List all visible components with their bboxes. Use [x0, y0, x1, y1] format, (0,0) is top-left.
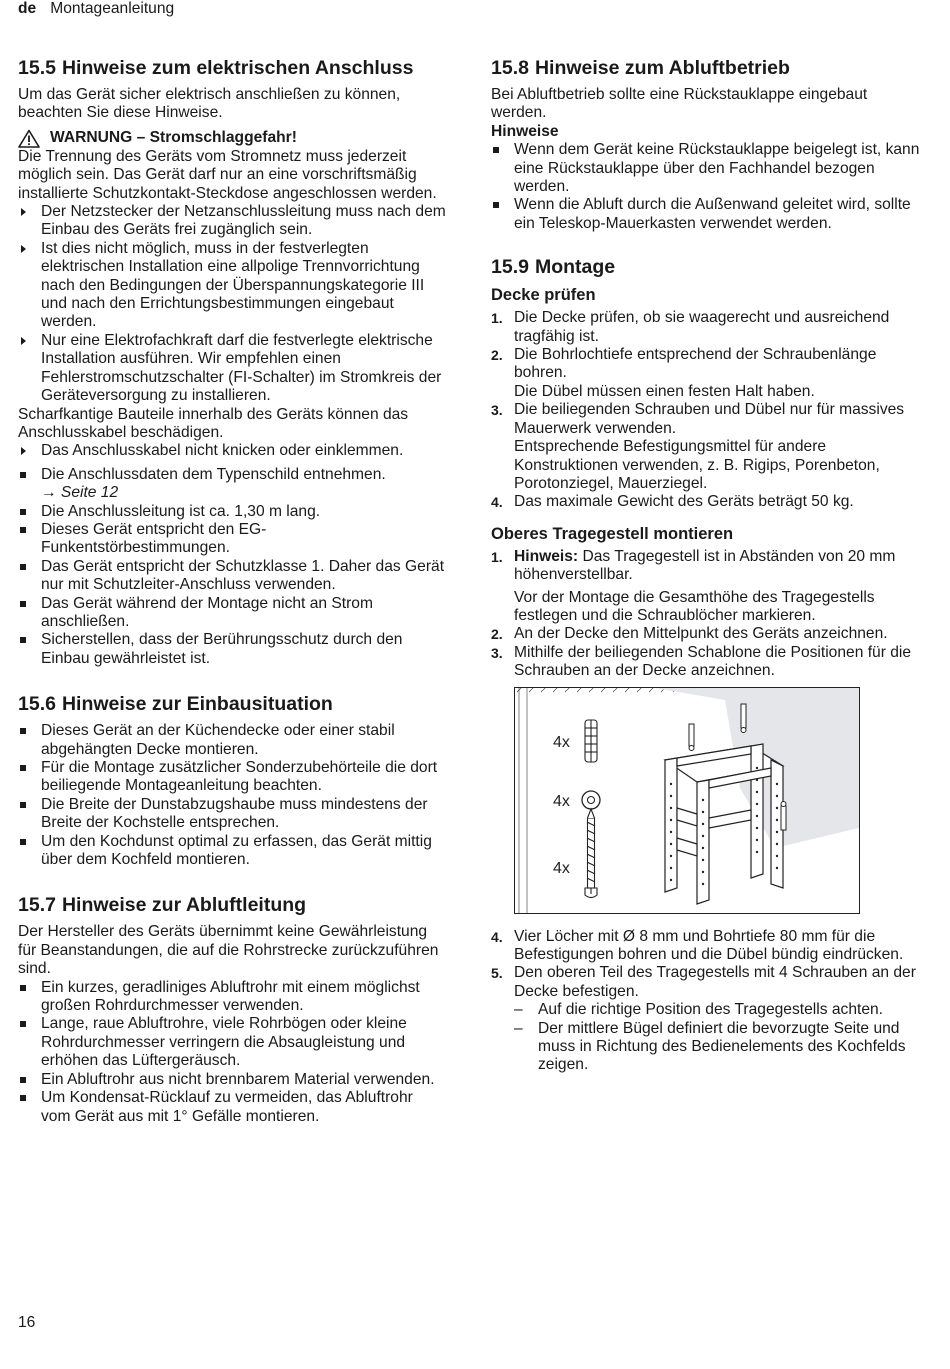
section-15-7-intro: Der Hersteller des Geräts übernimmt keine Gewährleistung für Beanstandungen, die auf die Rohrstrecke zurückzuführen sind.: [18, 923, 439, 978]
subheading-decke-pruefen: Decke prüfen: [491, 286, 596, 305]
bullet-item: Lange, raue Abluftrohre, viele Rohrbögen oder kleine Rohrdurchmesser verringern die Absaugleistung und erhöhen das Lüftergeräusch.: [18, 1015, 446, 1070]
numbered-step: 1. Die Decke prüfen, ob sie waagerecht und ausreichend tragfähig ist.: [491, 309, 890, 345]
language-code: de: [18, 0, 37, 17]
sharp-edges-text: Scharfkantige Bauteile innerhalb des Geräts können das Anschlusskabel beschädigen.: [18, 405, 409, 441]
bullet-item: Das Gerät während der Montage nicht an Strom anschließen.: [18, 595, 446, 632]
instruction-step: Der Netzstecker der Netzanschlussleitung muss nach dem Einbau des Geräts frei zugänglich sein.: [18, 203, 446, 240]
document-title: Montageanleitung: [50, 0, 175, 17]
numbered-step: 4. Vier Löcher mit Ø 8 mm und Bohrtiefe 80 mm für die Befestigungen bohren und die Dübel bündig eindrücken.: [491, 927, 904, 963]
section-15-7-heading: 15.7 Hinweise zur Abluftleitung: [18, 894, 307, 917]
mounting-frame-diagram: [515, 688, 859, 913]
notes-label: Hinweise: [491, 122, 559, 140]
section-15-5-heading: 15.5 Hinweise zum elektrischen Anschluss: [18, 57, 414, 79]
bullet-item: Wenn die Abluft durch die Außenwand geleitet wird, sollte ein Teleskop-Mauerkasten verwendet werden.: [491, 196, 921, 233]
washer-icon: [582, 791, 600, 809]
step-note: Vor der Montage die Gesamthöhe des Tragegestells festlegen und die Schraublöcher markieren.: [514, 588, 875, 624]
numbered-step: 2. An der Decke den Mittelpunkt des Geräts anzeichnen.: [491, 625, 888, 643]
section-15-9-heading: 15.9 Montage: [491, 256, 616, 279]
instruction-step: Ist dies nicht möglich, muss in der festverlegten elektrischen Installation eine allpolige Trennvorrichtung nach den Bedingungen der Überspannungskategorie III und nach den Errichtungsbestimmungen eingebaut werden.: [18, 240, 446, 332]
bullet-item: Die Breite der Dunstabzugshaube muss mindestens der Breite der Kochstelle entsprechen.: [18, 796, 446, 833]
section-15-8-intro: Bei Abluftbetrieb sollte eine Rückstauklappe eingebaut werden.: [491, 86, 868, 122]
numbered-step: 2. Die Bohrlochtiefe entsprechend der Schraubenlänge bohren. Die Dübel müssen einen festen Halt haben.: [491, 346, 877, 400]
bullet-item: Das Gerät entspricht der Schutzklasse 1. Daher das Gerät nur mit Schutzleiter-Anschluss verwenden.: [18, 558, 446, 595]
numbered-step: 1. Hinweis: Das Tragegestell ist in Abständen von 20 mm höhenverstellbar.: [491, 547, 896, 584]
bullet-item: Für die Montage zusätzlicher Sonderzubehörteile die dort beiliegende Montageanleitung beachten.: [18, 759, 446, 796]
bullet-item: Um Kondensat-Rücklauf zu vermeiden, das Abluftrohr vom Gerät aus mit 1° Gefälle montieren.: [18, 1089, 446, 1126]
instruction-step: Das Anschlusskabel nicht knicken oder einklemmen.: [18, 442, 446, 460]
numbered-step: 3. Die beiliegenden Schrauben und Dübel nur für massives Mauerwerk verwenden. Entsprechende Befestigungsmittel für andere Konstruktionen verwenden, z. B. Rigips, Porenbeton, Porotonziegel, Mauerziegel.: [491, 401, 905, 492]
page-number: 16: [18, 1314, 36, 1331]
quantity-label: 4x: [553, 792, 570, 810]
warning-triangle-icon: [18, 129, 40, 148]
bullet-item: Sicherstellen, dass der Berührungsschutz durch den Einbau gewährleistet ist.: [18, 631, 446, 668]
quantity-label: 4x: [553, 733, 570, 751]
dowel-icon: [585, 720, 597, 762]
section-15-8-heading: 15.8 Hinweise zum Abluftbetrieb: [491, 57, 790, 79]
dash-item: – Der mittlere Bügel definiert die bevorzugte Seite und muss in Richtung des Bedienelements des Kochfelds zeigen.: [514, 1019, 906, 1074]
numbered-step: 5. Den oberen Teil des Tragegestells mit 4 Schrauben an der Decke befestigen.: [491, 964, 916, 1000]
instruction-step: Nur eine Elektrofachkraft darf die festverlegte elektrische Installation ausführen. Wir empfehlen einen Fehlerstromschutzschalter (FI-Schalter) im Stromkreis der Geräteversorgung zu installieren.: [18, 332, 446, 406]
page-reference-link[interactable]: → Seite 12: [41, 484, 119, 502]
warning-text: Die Trennung des Geräts vom Stromnetz muss jederzeit möglich sein. Das Gerät darf nur an eine vorschriftsmäßig installierte Schutzkontakt-Steckdose angeschlossen werden.: [18, 147, 437, 202]
bullet-item: Dieses Gerät entspricht den EG-Funkentstörbestimmungen.: [18, 521, 446, 558]
bullet-item: Ein Abluftrohr aus nicht brennbarem Material verwenden.: [18, 1071, 446, 1089]
bullet-item: Dieses Gerät an der Küchendecke oder einer stabil abgehängten Decke montieren.: [18, 722, 446, 759]
bullet-item: Die Anschlussleitung ist ca. 1,30 m lang.: [18, 503, 446, 521]
bullet-item: Ein kurzes, geradliniges Abluftrohr mit einem möglichst großen Rohrdurchmesser verwenden.: [18, 979, 446, 1016]
page-header: [18, 0, 174, 18]
right-column: [491, 56, 921, 1075]
left-column: [18, 56, 446, 1126]
bullet-item: Die Anschlussdaten dem Typenschild entnehmen. → Seite 12: [18, 466, 446, 503]
bullet-item: Wenn dem Gerät keine Rückstauklappe beigelegt ist, kann eine Rückstauklappe über den Fachhandel bezogen werden.: [491, 141, 921, 196]
section-15-6-heading: 15.6 Hinweise zur Einbausituation: [18, 693, 333, 716]
bullet-item: Um den Kochdunst optimal zu erfassen, das Gerät mittig über dem Kochfeld montieren.: [18, 833, 446, 870]
screw-icon: [585, 809, 597, 898]
subheading-oberes-tragegestell: Oberes Tragegestell montieren: [491, 524, 734, 543]
mounting-illustration: [514, 687, 860, 914]
quantity-label: 4x: [553, 859, 570, 877]
numbered-step: 3. Mithilfe der beiliegenden Schablone die Positionen für die Schrauben an der Decke anzeichnen.: [491, 643, 912, 680]
warning-heading: WARNUNG – Stromschlaggefahr!: [18, 129, 446, 148]
section-15-5-intro: Um das Gerät sicher elektrisch anschließen zu können, beachten Sie diese Hinweise.: [18, 86, 401, 122]
numbered-step: 4. Das maximale Gewicht des Geräts beträgt 50 kg.: [491, 493, 854, 511]
dash-item: – Auf die richtige Position des Tragegestells achten.: [514, 1001, 883, 1019]
